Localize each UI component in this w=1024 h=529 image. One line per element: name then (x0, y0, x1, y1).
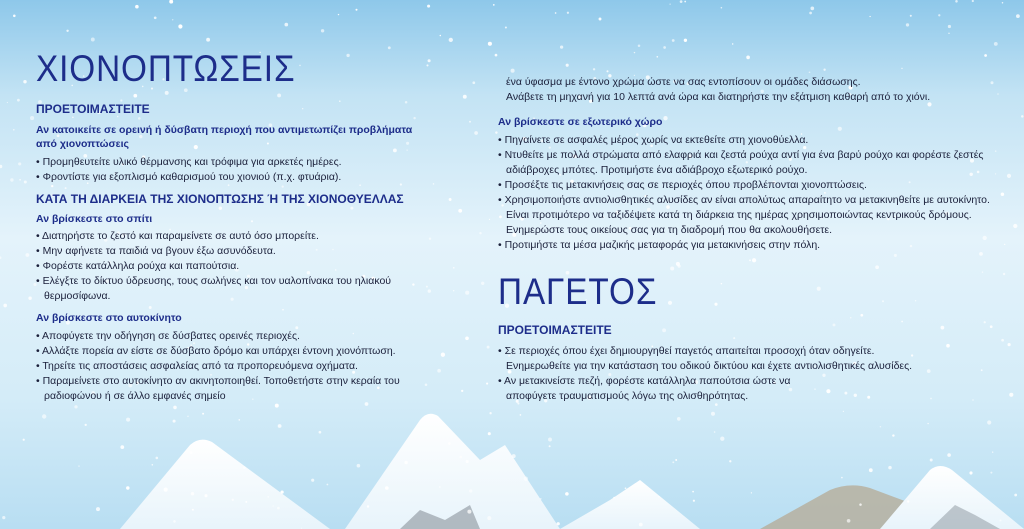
snowflake (1002, 2, 1004, 4)
snowflake (999, 519, 1001, 521)
snowflake (927, 423, 928, 424)
snowflake (746, 56, 750, 60)
snowflake (173, 520, 176, 523)
snowflake (172, 19, 173, 20)
snowflake (232, 499, 234, 501)
snowflake (479, 232, 481, 234)
snowflake (495, 54, 498, 57)
snowflake (1001, 193, 1005, 197)
mountain-subheading: Αν κατοικείτε σε ορεινή ή δύσβατη περιοχή που αντιμετωπίζει προβλήματα (36, 124, 413, 136)
snowflake (938, 14, 940, 16)
snowflake (1004, 244, 1005, 245)
snowflake (152, 464, 154, 466)
snowflake (847, 519, 851, 523)
mountain-list (36, 155, 466, 185)
snowflake (486, 383, 488, 385)
snowflake (66, 30, 68, 32)
snowflake (505, 26, 507, 28)
snowflake (489, 219, 490, 220)
snowflake (656, 56, 658, 58)
snowflake (810, 7, 814, 11)
snowflake (448, 442, 451, 445)
snowflake (10, 178, 13, 181)
snowflake (843, 411, 844, 412)
snowflake (192, 509, 194, 511)
snowflake (638, 44, 641, 47)
snowflake (907, 500, 909, 502)
snowflake (992, 452, 993, 453)
snowflake (721, 7, 723, 9)
snowflake (487, 516, 491, 520)
snowflake (474, 131, 478, 135)
snowflake (1016, 14, 1020, 18)
snowflake (880, 426, 881, 427)
snowflake (680, 0, 683, 3)
car-list (36, 329, 466, 404)
snowflake (278, 424, 282, 428)
list-item: • Χρησιμοποιήστε αντιολισθητικές αλυσίδες αν είναι απολύτως απαραίτητο να μετακινηθείτε με αυτοκίνητο. Είναι προτιμότερο να ταξιδέψετε κατά τη διάρκεια της ημέρας χρησιμοποιώντας κεντρικούς δρόμους. Ενημερώστε τους οικείους σας για τη διαδρομή που θα ακολουθήσετε. (498, 193, 998, 238)
frost-list (498, 344, 918, 404)
snowflake (841, 477, 843, 479)
snowflake (13, 129, 15, 131)
snowflake (164, 488, 168, 492)
car-subheading: Αν βρίσκεστε στο αυτοκίνητο (36, 312, 182, 324)
snowflake (512, 454, 516, 458)
snowflake (711, 412, 715, 416)
snowflake (427, 5, 430, 8)
snowflake (191, 492, 194, 495)
snowflake (677, 417, 681, 421)
snowflake (987, 420, 991, 424)
snowflake (520, 414, 522, 416)
snowflake (7, 102, 8, 103)
snowflake (469, 121, 471, 123)
snowflake (1013, 224, 1017, 228)
snowflake (969, 471, 972, 474)
snowflake (567, 12, 569, 14)
list-item: • Μην αφήνετε τα παιδιά να βγουν έξω ασυνόδευτα. (36, 244, 466, 259)
snowflake (206, 38, 210, 42)
snowflake (275, 404, 279, 408)
snowflake (901, 68, 903, 70)
snowflake (809, 71, 811, 73)
list-item: • Αν μετακινείστε πεζή, φορέστε κατάλληλα παπούτσια ώστε να αποφύγετε τραυματισμούς λόγω της ολισθηρότητας. (498, 374, 918, 404)
snowflake (3, 304, 7, 308)
snowflake (560, 45, 563, 48)
snowflake (488, 432, 491, 435)
snowflake (910, 15, 912, 17)
snowflake (469, 489, 472, 492)
snowflake (78, 465, 79, 466)
list-item: • Σε περιοχές όπου έχει δημιουργηθεί παγετός απαιτείται προσοχή όταν οδηγείτε. Ενημερωθείτε για την κατάσταση του οδικού δικτύου και έχετε αντιολισθητικές αλυσίδες. (498, 344, 918, 374)
snowflake (888, 466, 892, 470)
snowflake (892, 434, 894, 436)
snowflake (672, 461, 674, 463)
snowflake (357, 464, 361, 468)
snowflake (684, 39, 687, 42)
snowflake (675, 459, 677, 461)
list-item: • Πηγαίνετε σε ασφαλές μέρος χωρίς να εκτεθείτε στη χιονοθύελλα. (498, 133, 998, 148)
snowflake (693, 500, 695, 502)
snowflake (566, 64, 569, 67)
snowflake (634, 52, 635, 53)
snowflake (540, 498, 541, 499)
snowflake (948, 33, 949, 34)
continuation-line-1: ένα ύφασμα με έντονο χρώμα ώστε να σας εντοπίσουν οι ομάδες διάσωσης. (506, 76, 861, 88)
snowflake (1014, 494, 1017, 497)
list-item: • Ντυθείτε με πολλά στρώματα από ελαφριά και ζεστά ρούχα αντί για ένα βαρύ ρούχο και φορέστε ζεστές αδιάβροχες μπότες. Προτιμήστε ένα αδιάβροχο εξωτερικό ρούχο. (498, 148, 998, 178)
snowflake (599, 18, 602, 21)
prepare-heading: ΠΡΟΕΤΟΙΜΑΣΤΕΙΤΕ (36, 102, 150, 116)
snowflake (28, 296, 31, 299)
snowflake (593, 68, 595, 70)
snowflake (243, 466, 246, 469)
snowflake (948, 25, 951, 28)
snowflake (823, 69, 825, 71)
snowflake (280, 490, 283, 493)
snowflake (467, 510, 471, 514)
snowflake (869, 16, 870, 17)
snowflake (385, 486, 389, 490)
snowflake (91, 38, 95, 42)
snowflake (466, 460, 469, 463)
snowflake (367, 505, 369, 507)
list-item: • Προτιμήστε τα μέσα μαζικής μεταφοράς για μετακινήσεις στην πόλη. (498, 238, 998, 253)
outdoor-list (498, 133, 998, 253)
snowflake (19, 179, 21, 181)
snowflake (930, 459, 933, 462)
snowflake (1021, 115, 1024, 118)
snowflake (238, 419, 240, 421)
right-column (498, 75, 998, 404)
snowflake (720, 437, 724, 441)
list-item: • Φορέστε κατάλληλα ρούχα και παπούτσια. (36, 259, 466, 274)
snowflake (126, 418, 130, 422)
snowflake (972, 0, 974, 2)
snowflake (906, 23, 909, 26)
snowflake (135, 5, 139, 9)
snowflake (472, 81, 475, 84)
frost-title: ΠΑΓΕΤΟΣ (498, 271, 658, 312)
snowflake (187, 416, 188, 417)
snowflake (751, 492, 752, 493)
snowflake (990, 472, 992, 474)
snowflake (549, 445, 551, 447)
snowflake (178, 24, 182, 28)
snowflake (440, 35, 442, 37)
snowflake (565, 492, 569, 496)
snowflake (18, 162, 21, 165)
snowflake (277, 507, 280, 510)
snowflake (190, 451, 193, 454)
snowflake (326, 484, 328, 486)
snowflake (692, 491, 694, 493)
snowflake (511, 69, 515, 73)
left-column (36, 48, 466, 404)
snowflake (732, 43, 733, 44)
during-heading: ΚΑΤΑ ΤΗ ΔΙΑΡΚΕΙΑ ΤΗΣ ΧΙΟΝΟΠΤΩΣΗΣ Ή ΤΗΣ ΧΙΟΝΟΘΥΕΛΛΑΣ (36, 192, 404, 206)
list-item: • Προμηθευτείτε υλικό θέρμανσης και τρόφιμα για αρκετές ημέρες. (36, 155, 466, 170)
snowflake (1007, 174, 1011, 178)
list-item: • Προσέξτε τις μετακινήσεις σας σε περιοχές όπου προβλέπονται χιονοπτώσεις. (498, 178, 998, 193)
continuation-line-2: Ανάβετε τη μηχανή για 10 λεπτά ανά ώρα και διατηρήστε την εξάτμιση καθαρή από το χιόνι. (506, 91, 931, 103)
snowflake (2, 516, 5, 519)
snowflake (23, 439, 25, 441)
snowflake (449, 38, 453, 42)
snowflake (126, 486, 129, 489)
snowflake (984, 54, 987, 57)
snowflake (625, 487, 627, 489)
snowflake (0, 165, 2, 168)
snowflake (284, 23, 288, 27)
snowflake (524, 477, 528, 481)
mountain-subheading-cont: από χιονοπτώσεις (36, 138, 130, 150)
snowflake (96, 507, 100, 511)
snowflake (169, 0, 173, 4)
snowflake (17, 99, 20, 102)
list-item: • Αλλάξτε πορεία αν είστε σε δύσβατο δρόμο και υπάρχει έντονη χιονόπτωση. (36, 344, 466, 359)
snowflake (272, 505, 273, 506)
snowflake (173, 406, 177, 410)
snowflake (714, 431, 716, 433)
snowflake (1003, 273, 1005, 275)
snowflake (493, 4, 495, 6)
snowflake (439, 486, 441, 488)
snowflake (120, 445, 124, 449)
snowflake (613, 497, 615, 499)
list-item: • Τηρείτε τις αποστάσεις ασφαλείας από τα προπορευόμενα οχήματα. (36, 359, 466, 374)
snowflake (488, 42, 492, 46)
snowflake (859, 503, 862, 506)
snowflake (548, 438, 552, 442)
snowflake (245, 501, 247, 503)
snowflake (1001, 339, 1004, 342)
snowflake (355, 9, 357, 11)
snowfall-title: ΧΙΟΝΟΠΤΩΣΕΙΣ (36, 48, 296, 89)
snowflake (555, 12, 557, 14)
snowflake (684, 1, 686, 3)
snowflake (1009, 393, 1013, 397)
snowflake (947, 453, 951, 457)
snowflake (74, 405, 77, 408)
list-item: • Φροντίστε για εξοπλισμό καθαρισμού του χιονιού (π.χ. φτυάρια). (36, 170, 466, 185)
snowflake (658, 496, 659, 497)
snowflake (0, 256, 1, 259)
home-list (36, 229, 466, 304)
outdoor-subheading: Αν βρίσκεστε σε εξωτερικό χώρο (498, 116, 663, 128)
snowflake (557, 522, 560, 525)
snowflake (669, 3, 670, 4)
snowflake (487, 346, 490, 349)
snowflake (955, 0, 958, 3)
snowflake (319, 431, 322, 434)
snowflake (173, 420, 176, 423)
snowflake (204, 494, 207, 497)
snowflake (809, 12, 812, 15)
snowflake (85, 424, 87, 426)
snowflake (994, 42, 998, 46)
snowflake (23, 80, 26, 83)
list-item: • Ελέγξτε το δίκτυο ύδρευσης, τους σωλήνες και τον υαλοπίνακα του ηλιακού θερμοσίφωνα. (36, 274, 466, 304)
list-item: • Αποφύγετε την οδήγηση σε δύσβατες ορεινές περιοχές. (36, 329, 466, 344)
list-item: • Παραμείνετε στο αυτοκίνητο αν ακινητοποιηθεί. Τοποθετήστε στην κεραία του ραδιοφώνου ή σε άλλο εμφανές σημείο (36, 374, 466, 404)
snowflake (30, 116, 34, 120)
snowflake (869, 468, 873, 472)
snowflake (202, 413, 204, 415)
snowflake (154, 16, 157, 19)
snowflake (1008, 343, 1011, 346)
snowflake (459, 456, 462, 459)
snowflake (25, 253, 29, 257)
snowflake (672, 39, 675, 42)
snowflake (311, 479, 314, 482)
list-item: • Διατηρήστε το ζεστό και παραμείνετε σε αυτό όσο μπορείτε. (36, 229, 466, 244)
snowflake (663, 46, 666, 49)
snowflake (481, 282, 484, 285)
frost-prepare-heading: ΠΡΟΕΤΟΙΜΑΣΤΕΙΤΕ (498, 323, 612, 337)
snowflake (338, 14, 339, 15)
snowflake (639, 523, 643, 527)
snowflake (24, 180, 27, 183)
home-subheading: Αν βρίσκεστε στο σπίτι (36, 213, 153, 225)
snowflake (156, 457, 159, 460)
snowflake (42, 414, 46, 418)
snowflake (606, 70, 608, 72)
snowflake (267, 496, 269, 498)
snowflake (489, 412, 491, 414)
snowflake (13, 15, 16, 18)
snowflake (729, 460, 731, 462)
snowflake (321, 29, 324, 32)
snowflake (404, 461, 408, 465)
